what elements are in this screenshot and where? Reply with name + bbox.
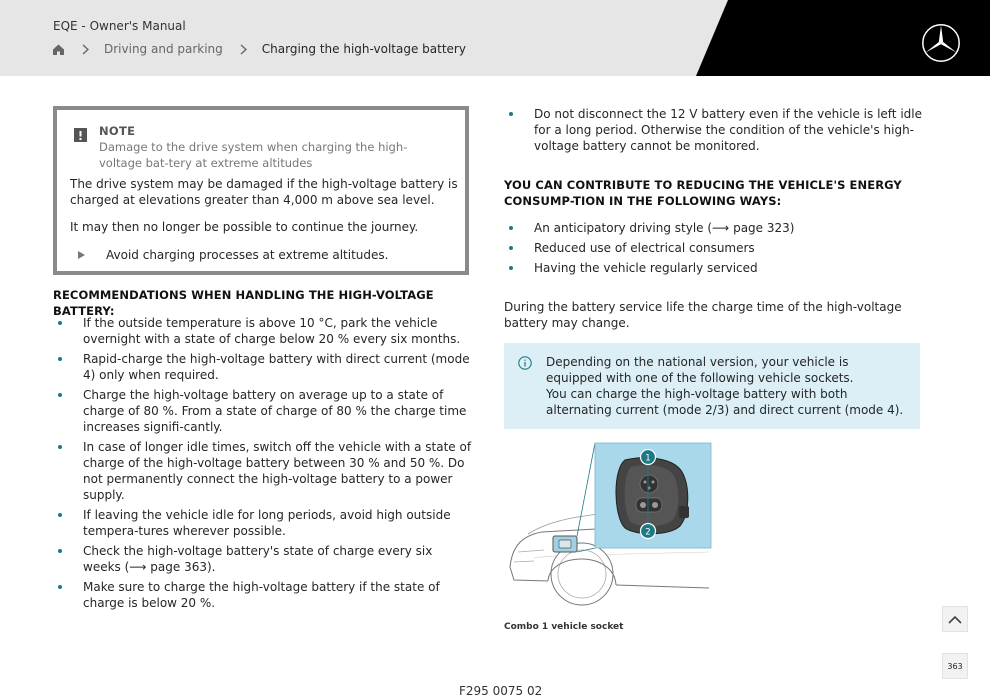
list-item: Charge the high-voltage battery on average up to a state of charge of 80 %. From a state of charge of 80 % the charge time increases signifi-cantly. xyxy=(53,387,473,435)
breadcrumb-item-current: Charging the high-voltage battery xyxy=(261,42,466,56)
list-item: Reduced use of electrical consumers xyxy=(504,240,924,256)
header xyxy=(0,0,990,76)
list-item: An anticipatory driving style (⟶ page 323) xyxy=(504,220,924,236)
info-circle-icon xyxy=(518,355,532,369)
recommendations-heading: RECOMMENDATIONS WHEN HANDLING THE HIGH-VOLTAGE BATTERY: xyxy=(53,288,434,318)
service-life-paragraph: During the battery service life the charge time of the high-voltage battery may change. xyxy=(504,300,902,330)
note-body-text-2: It may then no longer be possible to continue the journey. xyxy=(70,220,419,234)
callout-2-label: 2 xyxy=(645,527,651,538)
step-triangle-icon xyxy=(78,251,85,259)
chevron-right-icon xyxy=(240,44,247,55)
list-item: If the outside temperature is above 10 °C, park the vehicle overnight with a state of charge below 20 % every six months. xyxy=(53,315,473,347)
info-line-1: Depending on the national version, your vehicle is equipped with one of the following vehicle sockets. xyxy=(546,355,854,385)
car-lower-line xyxy=(510,567,548,581)
list-item: Having the vehicle regularly serviced xyxy=(504,260,924,276)
list-item: If leaving the vehicle idle for long periods, avoid high outside tempera-tures wherever possible. xyxy=(53,507,473,539)
note-step-text: Avoid charging processes at extreme altitudes. xyxy=(106,248,389,262)
figure-code: F295 0075 02 xyxy=(459,684,543,698)
energy-list xyxy=(504,220,924,280)
list-item: Check the high-voltage battery's state of charge every six weeks (⟶ page 363). xyxy=(53,543,473,575)
list-item: In case of longer idle times, switch off the vehicle with a state of charge of the high-voltage battery between 30 % and 50 %. Do not permanently connect the high-voltage battery to a power supply. xyxy=(53,439,473,503)
note-subtitle: Damage to the drive system when charging the high-voltage bat-tery at extreme altitudes xyxy=(99,140,408,170)
figure-caption: Combo 1 vehicle socket xyxy=(504,622,624,632)
info-text xyxy=(546,354,906,418)
list-item: Rapid-charge the high-voltage battery with direct current (mode 4) only when required. xyxy=(53,351,473,383)
home-icon[interactable] xyxy=(52,43,65,56)
chevron-right-icon xyxy=(82,44,89,55)
note-label: NOTE xyxy=(99,124,136,138)
list-item: Make sure to charge the high-voltage battery if the state of charge is below 20 %. xyxy=(53,579,473,611)
list-item: Do not disconnect the 12 V battery even if the vehicle is left idle for a long period. Otherwise the condition of the vehicle's high-voltage battery cannot be monitored. xyxy=(504,106,924,154)
mercedes-star-logo[interactable] xyxy=(921,23,961,63)
combo-socket-figure xyxy=(504,440,719,610)
note-box xyxy=(53,106,469,275)
energy-heading: YOU CAN CONTRIBUTE TO REDUCING THE VEHICLE'S ENERGY CONSUMP-TION IN THE FOLLOWING WAYS: xyxy=(504,178,902,208)
info-box xyxy=(504,343,920,429)
page-number-badge[interactable]: 363 xyxy=(942,653,968,679)
note-action-step xyxy=(70,248,388,262)
recommendations-list xyxy=(53,315,473,615)
exclamation-square-icon xyxy=(74,127,87,141)
socket-dc-part xyxy=(636,498,662,512)
scroll-to-top-button[interactable] xyxy=(942,606,968,632)
chevron-up-icon xyxy=(948,615,962,624)
socket-ac-part xyxy=(640,475,658,493)
breadcrumb xyxy=(52,42,466,56)
callout-1-label: 1 xyxy=(645,453,651,464)
breadcrumb-item-driving-and-parking[interactable]: Driving and parking xyxy=(104,42,223,56)
info-line-2: You can charge the high-voltage battery with both alternating current (mode 2/3) and direct current (mode 4). xyxy=(546,387,904,417)
battery-list xyxy=(504,106,924,158)
note-body-text: The drive system may be damaged if the high-voltage battery is charged at elevations greater than 4,000 m above sea level. xyxy=(70,177,458,207)
manual-title: EQE - Owner's Manual xyxy=(53,19,186,33)
